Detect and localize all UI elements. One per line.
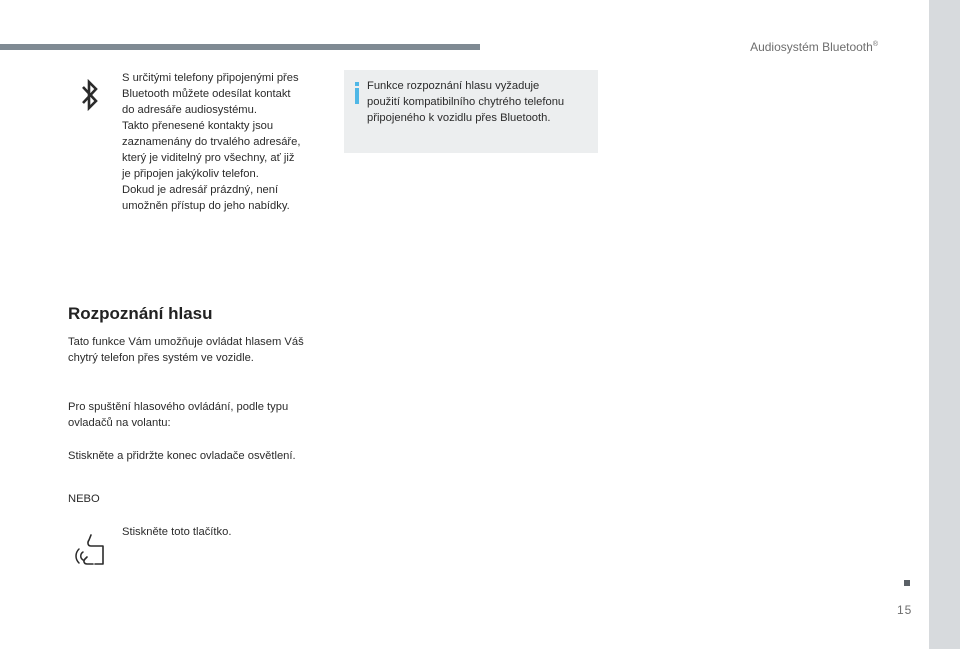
- text-line: Takto přenesené kontakty jsou: [122, 120, 274, 132]
- info-icon: [353, 82, 361, 104]
- end-of-section-mark: [904, 580, 910, 586]
- page-number: 15: [897, 603, 913, 617]
- page-header-title: Audiosystém Bluetooth®: [750, 40, 878, 54]
- bluetooth-contacts-note: [122, 70, 328, 214]
- text-line: do adresáře audiosystému.: [122, 104, 257, 116]
- paragraph-light-stalk: Stiskněte a přidržte konec ovladače osvětlení.: [68, 450, 296, 462]
- text-line: který je viditelný pro všechny, ať již: [122, 152, 295, 164]
- text-line: Tato funkce Vám umožňuje ovládat hlasem Váš: [68, 336, 304, 348]
- header-bar: [0, 44, 480, 50]
- text-line: použití kompatibilního chytrého telefonu: [367, 96, 565, 108]
- text-line: Funkce rozpoznání hlasu vyžaduje: [367, 80, 540, 92]
- right-margin-bar: [929, 0, 960, 649]
- paragraph-activation: [68, 399, 338, 431]
- text-line: je připojen jakýkoliv telefon.: [122, 168, 259, 180]
- voice-command-icon: [74, 532, 110, 568]
- text-line: připojeného k vozidlu přes Bluetooth.: [367, 112, 551, 124]
- text-line: Pro spuštění hlasového ovládání, podle typu: [68, 401, 289, 413]
- paragraph-or: NEBO: [68, 493, 100, 505]
- info-box: [344, 70, 598, 153]
- info-text: [367, 78, 592, 126]
- bluetooth-icon: [79, 78, 101, 112]
- text-line: Dokud je adresář prázdný, není: [122, 184, 279, 196]
- paragraph-intro: [68, 334, 338, 366]
- section-heading: Rozpoznání hlasu: [68, 304, 213, 323]
- text-line: chytrý telefon přes systém ve vozidle.: [68, 352, 254, 364]
- text-line: ovladačů na volantu:: [68, 417, 171, 429]
- text-line: S určitými telefony připojenými přes: [122, 72, 299, 84]
- text-line: umožněn přístup do jeho nabídky.: [122, 200, 290, 212]
- text-line: zaznamenány do trvalého adresáře,: [122, 136, 301, 148]
- paragraph-press-button: Stiskněte toto tlačítko.: [122, 526, 232, 538]
- text-line: Bluetooth můžete odesílat kontakt: [122, 88, 291, 100]
